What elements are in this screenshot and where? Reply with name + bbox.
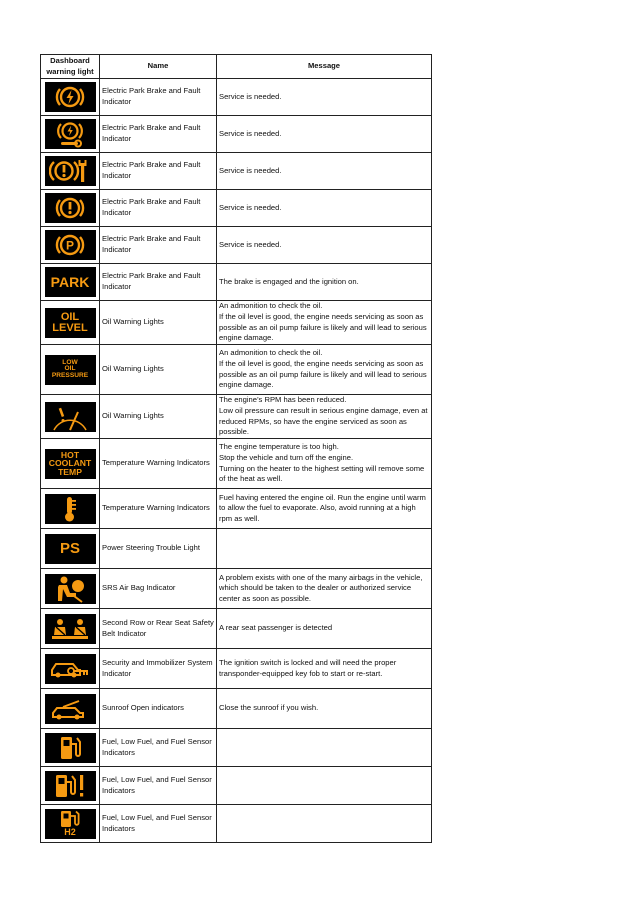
indicator-message <box>217 395 432 439</box>
message-line: Service is needed. <box>219 91 282 101</box>
indicator-message <box>217 153 432 190</box>
hot-coolant-temp-text-icon <box>45 449 96 479</box>
indicator-message <box>217 345 432 395</box>
message-line: Stop the vehicle and turn off the engine. <box>219 452 354 462</box>
indicator-name: Oil Warning Lights <box>100 395 217 439</box>
indicator-name: Oil Warning Lights <box>100 345 217 395</box>
warning-light-cell <box>41 395 100 439</box>
message-line: The engine temperature is too high. <box>219 442 339 452</box>
indicator-name: Temperature Warning Indicators <box>100 439 217 489</box>
thermometer-icon <box>45 494 96 524</box>
indicator-name: Second Row or Rear Seat Safety Belt Indicator <box>100 609 217 649</box>
indicator-message <box>217 729 432 767</box>
warning-light-cell <box>41 529 100 569</box>
message-line: Service is needed. <box>219 165 282 175</box>
sunroof-open-icon <box>45 694 96 724</box>
indicator-message <box>217 439 432 489</box>
table-row <box>41 439 432 489</box>
warning-light-cell <box>41 79 100 116</box>
message-line: A rear seat passenger is detected <box>219 623 333 633</box>
message-line: A problem exists with one of the many airbags in the vehicle, which should be taken to the dealer or authorized service center as soon as possible. <box>219 572 423 603</box>
brake-exclamation-wrench-icon <box>45 156 96 186</box>
svg-text:P: P <box>65 238 75 253</box>
message-line: An admonition to check the oil. <box>219 301 323 311</box>
indicator-message <box>217 767 432 805</box>
message-line: Close the sunroof if you wish. <box>219 703 319 713</box>
table-row <box>41 153 432 190</box>
message-line: Service is needed. <box>219 128 282 138</box>
warning-light-cell <box>41 227 100 264</box>
fuel-pump-icon <box>45 733 96 763</box>
table-row <box>41 529 432 569</box>
table-row <box>41 649 432 689</box>
low-oil-pressure-text-icon <box>45 355 96 385</box>
header-light: Dashboard warning light <box>41 55 100 79</box>
warning-light-cell <box>41 153 100 190</box>
indicator-name: Electric Park Brake and Fault Indicator <box>100 227 217 264</box>
message-line: Turning on the heater to the highest setting will remove some of the heat as well. <box>219 463 425 484</box>
icon-text: PARK <box>50 274 90 290</box>
indicator-message <box>217 689 432 729</box>
message-line: If the oil level is good, the engine needs servicing as soon as possible as an oil pump failure is likely and will lead to serious engine damage. <box>219 358 427 390</box>
message-line: An admonition to check the oil. <box>219 348 323 358</box>
indicator-name: Security and Immobilizer System Indicator <box>100 649 217 689</box>
rear-seat-belt-icon <box>45 614 96 644</box>
message-line: Fuel having entered the engine oil. Run the engine until warm to allow the fuel to evaporate. Also, avoid running at a high rpm as well. <box>219 492 426 523</box>
warning-light-cell <box>41 190 100 227</box>
table-row <box>41 729 432 767</box>
indicator-message <box>217 301 432 345</box>
icon-text-line: LOW <box>62 358 78 366</box>
warning-light-cell <box>41 345 100 395</box>
fuel-pump-exclamation-icon <box>45 771 96 801</box>
table-row <box>41 301 432 345</box>
warning-light-cell <box>41 609 100 649</box>
park-brake-service-wrench-icon <box>45 119 96 149</box>
indicator-message <box>217 116 432 153</box>
table-row <box>41 190 432 227</box>
header-message: Message <box>217 55 432 79</box>
srs-airbag-icon <box>45 574 96 604</box>
indicator-name: Electric Park Brake and Fault Indicator <box>100 264 217 301</box>
indicator-name: Oil Warning Lights <box>100 301 217 345</box>
indicator-message <box>217 805 432 843</box>
warning-light-cell <box>41 689 100 729</box>
table-row <box>41 264 432 301</box>
table-row <box>41 569 432 609</box>
icon-text-line: LEVEL <box>52 321 88 334</box>
table-row <box>41 345 432 395</box>
table-row <box>41 79 432 116</box>
message-line: If the oil level is good, the engine needs servicing as soon as possible as an oil pump failure is likely and will lead to serious engine damage. <box>219 311 427 343</box>
brake-p-circle-icon <box>45 230 96 260</box>
warning-light-cell <box>41 729 100 767</box>
warning-light-cell <box>41 264 100 301</box>
indicator-message <box>217 649 432 689</box>
park-text-icon <box>45 267 96 297</box>
table-row <box>41 689 432 729</box>
table-row <box>41 609 432 649</box>
warning-light-cell <box>41 569 100 609</box>
icon-text-line: COOLANT <box>48 458 92 469</box>
message-line: Service is needed. <box>219 202 282 212</box>
electric-park-brake-fault-icon <box>45 82 96 112</box>
fuel-pump-h2-icon <box>45 809 96 839</box>
indicator-name: Electric Park Brake and Fault Indicator <box>100 153 217 190</box>
indicator-name: Power Steering Trouble Light <box>100 529 217 569</box>
rpm-gauge-exclamation-icon <box>45 402 96 432</box>
indicator-message <box>217 227 432 264</box>
icon-text: H2 <box>64 827 76 837</box>
car-key-immobilizer-icon <box>45 654 96 684</box>
indicator-message <box>217 190 432 227</box>
indicator-message <box>217 264 432 301</box>
indicator-message <box>217 529 432 569</box>
indicator-name: Electric Park Brake and Fault Indicator <box>100 79 217 116</box>
warning-light-cell <box>41 805 100 843</box>
warning-light-cell <box>41 489 100 529</box>
table-row <box>41 227 432 264</box>
warning-lights-table <box>40 54 432 843</box>
message-line: The ignition switch is locked and will need the proper transponder-equipped key fob to start or re-start. <box>219 657 397 678</box>
icon-text-line: HOT <box>60 449 80 460</box>
table-row <box>41 395 432 439</box>
table-row <box>41 805 432 843</box>
message-line: The brake is engaged and the ignition on. <box>219 276 359 286</box>
message-line: The engine’s RPM has been reduced. <box>219 395 347 405</box>
indicator-name: SRS Air Bag Indicator <box>100 569 217 609</box>
message-line: Low oil pressure can result in serious engine damage, even at reduced RPMs, so have the engine serviced as soon as possible. <box>219 405 428 437</box>
indicator-name: Electric Park Brake and Fault Indicator <box>100 116 217 153</box>
indicator-name: Electric Park Brake and Fault Indicator <box>100 190 217 227</box>
header-name: Name <box>100 55 217 79</box>
table-row <box>41 489 432 529</box>
warning-light-cell <box>41 649 100 689</box>
indicator-message <box>217 79 432 116</box>
icon-text-line: OIL <box>60 310 80 323</box>
brake-exclamation-icon <box>45 193 96 223</box>
header-row <box>41 55 432 79</box>
ps-text-icon <box>45 534 96 564</box>
indicator-message <box>217 489 432 529</box>
icon-text-line: OIL <box>64 365 76 373</box>
warning-light-cell <box>41 439 100 489</box>
icon-text-line: TEMP <box>58 466 82 477</box>
icon-text-line: PRESSURE <box>51 371 89 379</box>
table-row <box>41 767 432 805</box>
indicator-name: Temperature Warning Indicators <box>100 489 217 529</box>
indicator-name: Sunroof Open indicators <box>100 689 217 729</box>
indicator-message <box>217 609 432 649</box>
warning-light-cell <box>41 116 100 153</box>
table-row <box>41 116 432 153</box>
indicator-name: Fuel, Low Fuel, and Fuel Sensor Indicators <box>100 729 217 767</box>
oil-level-text-icon <box>45 308 96 338</box>
icon-text: PS <box>59 540 80 557</box>
indicator-name: Fuel, Low Fuel, and Fuel Sensor Indicators <box>100 805 217 843</box>
message-line: Service is needed. <box>219 239 282 249</box>
indicator-name: Fuel, Low Fuel, and Fuel Sensor Indicators <box>100 767 217 805</box>
indicator-message <box>217 569 432 609</box>
warning-light-cell <box>41 301 100 345</box>
warning-light-cell <box>41 767 100 805</box>
